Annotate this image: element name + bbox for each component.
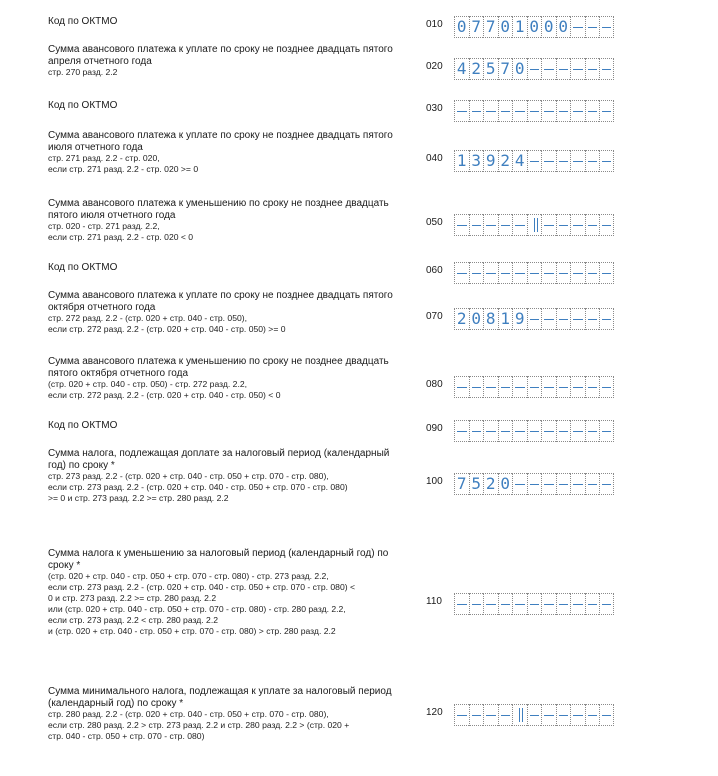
value-cell[interactable]: 2: [483, 473, 498, 495]
value-cell[interactable]: [541, 473, 556, 495]
row-formula-line: если стр. 280 разд. 2.2 > стр. 273 разд. 2.2 и стр. 280 разд. 2.2 > (стр. 020 +: [48, 720, 350, 730]
value-cell[interactable]: [483, 262, 498, 284]
value-cell[interactable]: 1: [512, 16, 527, 38]
value-cell[interactable]: [541, 308, 556, 330]
value-cell[interactable]: [498, 704, 513, 726]
value-cells-120[interactable]: [454, 704, 614, 726]
value-cell[interactable]: [512, 100, 527, 122]
value-cells-060[interactable]: [454, 262, 614, 284]
value-cell[interactable]: [512, 214, 527, 236]
row-formula-line: если стр. 273 разд. 2.2 - (стр. 020 + стр. 040 - стр. 050 + стр. 070 - стр. 080) <: [48, 582, 355, 592]
value-cell[interactable]: [541, 100, 556, 122]
value-cell[interactable]: [498, 376, 513, 398]
top-column-marks: [0, 0, 718, 4]
value-cell[interactable]: [527, 704, 542, 726]
value-cell[interactable]: [570, 308, 585, 330]
row-formula-line: стр. 273 разд. 2.2 - (стр. 020 + стр. 040 - стр. 050 + стр. 070 - стр. 080),: [48, 471, 329, 481]
value-cell[interactable]: [527, 58, 542, 80]
value-cell[interactable]: [469, 593, 484, 615]
value-cell[interactable]: [585, 420, 600, 442]
row-formula-line: если стр. 271 разд. 2.2 - стр. 020 < 0: [48, 232, 194, 242]
value-cell[interactable]: [585, 262, 600, 284]
row-code: 120: [426, 707, 443, 718]
row-formula-line: или (стр. 020 + стр. 040 - стр. 050 + стр. 070 - стр. 080) - стр. 280 разд. 2.2,: [48, 604, 346, 614]
value-cell[interactable]: [556, 100, 571, 122]
value-cell[interactable]: [570, 376, 585, 398]
row-label: [48, 548, 408, 637]
row-title: Сумма авансового платежа к уплате по сроку не позднее двадцать пятого июля отчетного года: [48, 130, 393, 153]
value-cell[interactable]: [498, 420, 513, 442]
value-cell[interactable]: [556, 376, 571, 398]
value-cell[interactable]: [527, 308, 542, 330]
value-cell[interactable]: [599, 214, 614, 236]
value-cell[interactable]: [570, 100, 585, 122]
value-cell[interactable]: [469, 704, 484, 726]
value-cell[interactable]: 0: [454, 16, 469, 38]
value-cell[interactable]: [570, 420, 585, 442]
value-cell[interactable]: [599, 308, 614, 330]
value-cell[interactable]: [498, 262, 513, 284]
value-cell[interactable]: 9: [512, 308, 527, 330]
value-cell[interactable]: [527, 376, 542, 398]
value-cell[interactable]: [469, 214, 484, 236]
value-cell[interactable]: 2: [469, 58, 484, 80]
value-cell[interactable]: [599, 704, 614, 726]
row-label: [48, 16, 408, 28]
row-title: Сумма налога, подлежащая доплате за налоговый период (календарный год) по сроку *: [48, 448, 390, 471]
value-cell[interactable]: [483, 704, 498, 726]
row-code: 010: [426, 19, 443, 30]
value-cells-100[interactable]: [454, 473, 614, 495]
value-cell[interactable]: [556, 593, 571, 615]
value-cell[interactable]: 4: [454, 58, 469, 80]
row-title: Сумма налога к уменьшению за налоговый период (календарный год) по сроку *: [48, 548, 389, 571]
value-cell[interactable]: 5: [483, 58, 498, 80]
value-cell[interactable]: [585, 376, 600, 398]
value-cell[interactable]: 1: [454, 150, 469, 172]
value-cell[interactable]: [527, 100, 542, 122]
row-title: Код по ОКТМО: [48, 420, 118, 431]
value-cell[interactable]: 7: [483, 16, 498, 38]
value-cell[interactable]: [599, 262, 614, 284]
value-cell[interactable]: [585, 214, 600, 236]
value-cells-010[interactable]: [454, 16, 614, 38]
value-cell[interactable]: [599, 100, 614, 122]
row-code: 030: [426, 103, 443, 114]
value-cell[interactable]: [512, 593, 527, 615]
value-cell[interactable]: [556, 214, 571, 236]
value-cell[interactable]: 0: [541, 16, 556, 38]
value-cell[interactable]: [585, 704, 600, 726]
value-cell[interactable]: 2: [498, 150, 513, 172]
value-cell[interactable]: 5: [469, 473, 484, 495]
row-formula-line: стр. 270 разд. 2.2: [48, 67, 118, 77]
value-cell[interactable]: [541, 704, 556, 726]
value-cells-110[interactable]: [454, 593, 614, 615]
value-cell[interactable]: [541, 420, 556, 442]
value-cell[interactable]: 1: [498, 308, 513, 330]
value-cell[interactable]: 2: [454, 308, 469, 330]
value-cell[interactable]: [556, 308, 571, 330]
value-cell[interactable]: [512, 376, 527, 398]
value-cell[interactable]: [498, 214, 513, 236]
value-cell[interactable]: [512, 473, 527, 495]
value-cell[interactable]: [483, 214, 498, 236]
row-label: [48, 100, 408, 112]
row-formula-line: (стр. 020 + стр. 040 - стр. 050 + стр. 070 - стр. 080) - стр. 273 разд. 2.2,: [48, 571, 329, 581]
value-cell[interactable]: [454, 262, 469, 284]
value-cell[interactable]: 0: [498, 473, 513, 495]
value-cell[interactable]: [483, 376, 498, 398]
value-cell[interactable]: [570, 704, 585, 726]
row-code: 070: [426, 311, 443, 322]
value-cells-080[interactable]: [454, 376, 614, 398]
value-cell[interactable]: 0: [527, 16, 542, 38]
value-cell[interactable]: [512, 262, 527, 284]
value-cell[interactable]: 7: [454, 473, 469, 495]
value-cells-030[interactable]: [454, 100, 614, 122]
value-cell[interactable]: [599, 420, 614, 442]
value-cell[interactable]: [469, 262, 484, 284]
value-cell[interactable]: [541, 376, 556, 398]
value-cell[interactable]: [570, 16, 585, 38]
value-cell[interactable]: [541, 262, 556, 284]
row-code: 100: [426, 476, 443, 487]
row-formula-line: если стр. 272 разд. 2.2 - (стр. 020 + стр. 040 - стр. 050) < 0: [48, 390, 281, 400]
value-cells-020[interactable]: [454, 58, 614, 80]
value-cell[interactable]: [454, 376, 469, 398]
row-formula-line: 0 и стр. 273 разд. 2.2 >= стр. 280 разд. 2.2: [48, 593, 217, 603]
row-formula-line: если стр. 272 разд. 2.2 - (стр. 020 + стр. 040 - стр. 050) >= 0: [48, 324, 286, 334]
row-title: Код по ОКТМО: [48, 262, 118, 273]
row-label: [48, 44, 408, 78]
value-cell[interactable]: [454, 593, 469, 615]
value-cell[interactable]: [512, 704, 527, 726]
value-cell[interactable]: [556, 58, 571, 80]
value-cell[interactable]: [585, 150, 600, 172]
row-formula-line: стр. 280 разд. 2.2 - (стр. 020 + стр. 040 - стр. 050 + стр. 070 - стр. 080),: [48, 709, 329, 719]
row-title: Сумма минимального налога, подлежащая к уплате за налоговый период (календарный год) по сроку *: [48, 686, 392, 709]
row-formula-line: стр. 040 - стр. 050 + стр. 070 - стр. 080): [48, 731, 205, 741]
value-cell[interactable]: [599, 376, 614, 398]
value-cell[interactable]: [454, 420, 469, 442]
value-cell[interactable]: [585, 308, 600, 330]
value-cell[interactable]: [541, 214, 556, 236]
row-title: Сумма авансового платежа к уплате по сроку не позднее двадцать пятого октября отчетного года: [48, 290, 393, 313]
value-cell[interactable]: 0: [556, 16, 571, 38]
value-cell[interactable]: 7: [469, 16, 484, 38]
row-formula-line: если стр. 273 разд. 2.2 - (стр. 020 + стр. 040 - стр. 050 + стр. 070 - стр. 080): [48, 482, 348, 492]
value-cell[interactable]: [498, 593, 513, 615]
value-cell[interactable]: [454, 704, 469, 726]
row-formula-line: >= 0 и стр. 273 разд. 2.2 >= стр. 280 разд. 2.2: [48, 493, 229, 503]
row-label: [48, 290, 408, 335]
row-formula-line: стр. 272 разд. 2.2 - (стр. 020 + стр. 040 - стр. 050),: [48, 313, 248, 323]
value-cells-090[interactable]: [454, 420, 614, 442]
value-cell[interactable]: [469, 376, 484, 398]
value-cell[interactable]: [469, 420, 484, 442]
value-cell[interactable]: [599, 150, 614, 172]
row-label: [48, 686, 408, 742]
value-cell[interactable]: [570, 262, 585, 284]
value-cell[interactable]: 7: [498, 58, 513, 80]
row-code: 080: [426, 379, 443, 390]
value-cell[interactable]: [570, 58, 585, 80]
value-cell[interactable]: [599, 473, 614, 495]
value-cell[interactable]: [556, 420, 571, 442]
row-formula-line: если стр. 271 разд. 2.2 - стр. 020 >= 0: [48, 164, 199, 174]
value-cell[interactable]: [454, 214, 469, 236]
value-cell[interactable]: 9: [483, 150, 498, 172]
value-cell[interactable]: [527, 420, 542, 442]
value-cell[interactable]: 0: [512, 58, 527, 80]
row-formula-line: если стр. 273 разд. 2.2 < стр. 280 разд. 2.2: [48, 615, 218, 625]
value-cell[interactable]: [527, 214, 542, 236]
value-cell[interactable]: [483, 593, 498, 615]
value-cell[interactable]: [483, 420, 498, 442]
value-cell[interactable]: [527, 150, 542, 172]
value-cell[interactable]: [541, 593, 556, 615]
row-formula-line: и (стр. 020 + стр. 040 - стр. 050 + стр. 070 - стр. 080) > стр. 280 разд. 2.2: [48, 626, 336, 636]
value-cell[interactable]: [599, 58, 614, 80]
value-cell[interactable]: [512, 420, 527, 442]
value-cell[interactable]: [570, 214, 585, 236]
value-cell[interactable]: [570, 150, 585, 172]
value-cell[interactable]: [527, 262, 542, 284]
row-label: [48, 198, 408, 243]
row-label: [48, 356, 408, 401]
row-formula-line: стр. 020 - стр. 271 разд. 2.2,: [48, 221, 160, 231]
row-label: [48, 420, 408, 432]
value-cell[interactable]: [570, 473, 585, 495]
row-label: [48, 130, 408, 175]
value-cell[interactable]: [541, 58, 556, 80]
value-cell[interactable]: 3: [469, 150, 484, 172]
value-cell[interactable]: [585, 473, 600, 495]
value-cell[interactable]: [556, 262, 571, 284]
value-cell[interactable]: [585, 100, 600, 122]
row-code: 110: [426, 596, 442, 607]
value-cell[interactable]: [541, 150, 556, 172]
row-title: Код по ОКТМО: [48, 16, 118, 27]
value-cell[interactable]: [599, 16, 614, 38]
row-code: 050: [426, 217, 443, 228]
row-label: [48, 448, 408, 504]
value-cell[interactable]: [527, 593, 542, 615]
row-label: [48, 262, 408, 274]
value-cell[interactable]: [454, 100, 469, 122]
value-cell[interactable]: [527, 473, 542, 495]
row-title: Код по ОКТМО: [48, 100, 118, 111]
row-title: Сумма авансового платежа к уплате по сроку не позднее двадцать пятого апреля отчетного года: [48, 44, 393, 67]
value-cell[interactable]: 0: [469, 308, 484, 330]
value-cell[interactable]: [585, 593, 600, 615]
value-cells-040[interactable]: [454, 150, 614, 172]
value-cell[interactable]: [599, 593, 614, 615]
value-cell[interactable]: [556, 473, 571, 495]
value-cell[interactable]: [556, 704, 571, 726]
value-cell[interactable]: [585, 58, 600, 80]
value-cell[interactable]: 4: [512, 150, 527, 172]
value-cell[interactable]: [585, 16, 600, 38]
row-title: Сумма авансового платежа к уменьшению по сроку не позднее двадцать пятого июля отчетного года: [48, 198, 389, 221]
row-formula-line: (стр. 020 + стр. 040 - стр. 050) - стр. 272 разд. 2.2,: [48, 379, 248, 389]
value-cell[interactable]: [498, 100, 513, 122]
row-title: Сумма авансового платежа к уменьшению по сроку не позднее двадцать пятого октября отчетного года: [48, 356, 389, 379]
value-cell[interactable]: 8: [483, 308, 498, 330]
row-code: 060: [426, 265, 443, 276]
row-code: 090: [426, 423, 443, 434]
value-cells-050[interactable]: [454, 214, 614, 236]
row-formula-line: стр. 271 разд. 2.2 - стр. 020,: [48, 153, 160, 163]
value-cells-070[interactable]: [454, 308, 614, 330]
value-cell[interactable]: [556, 150, 571, 172]
value-cell[interactable]: [469, 100, 484, 122]
value-cell[interactable]: [570, 593, 585, 615]
row-code: 020: [426, 61, 443, 72]
value-cell[interactable]: 0: [498, 16, 513, 38]
row-code: 040: [426, 153, 443, 164]
value-cell[interactable]: [483, 100, 498, 122]
